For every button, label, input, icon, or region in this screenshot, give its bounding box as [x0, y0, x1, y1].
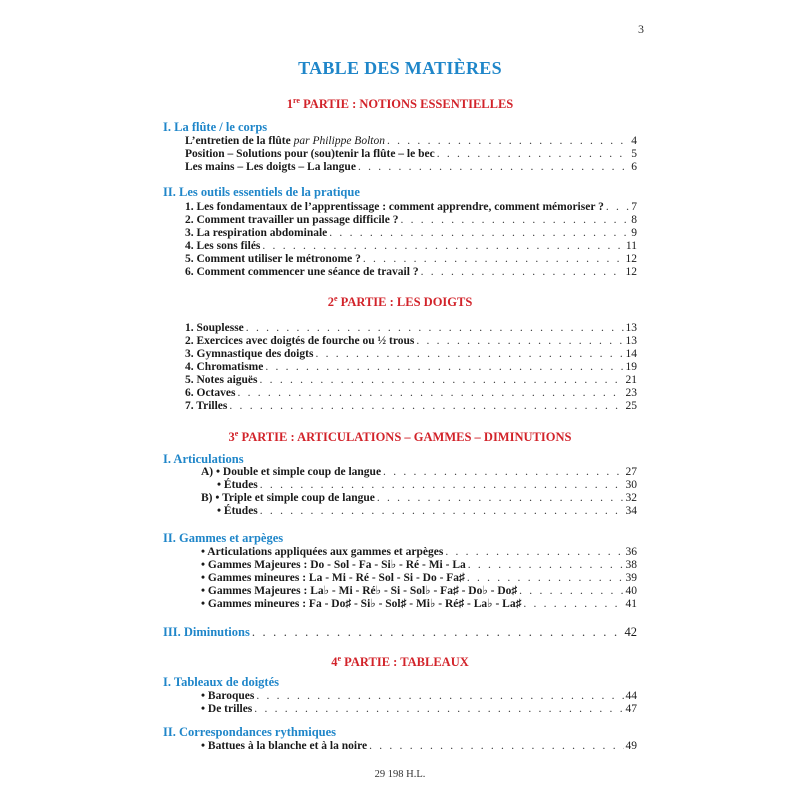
part-4-heading: 4e PARTIE : TABLEAUX [331, 653, 469, 669]
toc-entry[interactable]: 2. Comment travailler un passage difficile ? . . . 8 [185, 214, 637, 227]
part-3-heading: 3e PARTIE : ARTICULATIONS – GAMMES – DIMINUTIONS [228, 428, 572, 444]
section-tableaux-doigtes: I. Tableaux de doigtés [163, 675, 280, 689]
toc-entry[interactable]: 4. Chromatisme . . . 19 [185, 361, 637, 374]
toc-entry[interactable]: • Gammes mineures : La - Mi - Ré - Sol - Si - Do - Fa♯ . . . 39 [201, 572, 637, 585]
toc-entry[interactable]: B) • Triple et simple coup de langue . . . 32 [201, 492, 637, 505]
toc-entry[interactable]: 5. Comment utiliser le métronome ? . . . 12 [185, 253, 637, 266]
toc-entry[interactable]: 3. La respiration abdominale . . . 9 [185, 227, 637, 240]
toc-entry[interactable]: 3. Gymnastique des doigts . . . 14 [185, 348, 637, 361]
toc-entry[interactable]: 1. Souplesse . . . 13 [185, 322, 637, 335]
section-correspondances-rythmiques: II. Correspondances rythmiques [163, 725, 337, 739]
toc-entry[interactable]: • Gammes mineures : Fa - Do♯ - Si♭ - Sol♯ - Mi♭ - Ré♯ - La♭ - La♯ . . . 41 [201, 598, 637, 611]
part-2-heading: 2e PARTIE : LES DOIGTS [327, 293, 473, 309]
page-number: 3 [638, 22, 644, 36]
section-outils-essentiels: II. Les outils essentiels de la pratique [163, 185, 360, 199]
toc-entry[interactable]: • Articulations appliquées aux gammes et arpèges . . . 36 [201, 546, 637, 559]
toc-entry[interactable]: 7. Trilles . . . 25 [185, 400, 637, 413]
section-gammes-arpeges: II. Gammes et arpèges [163, 531, 284, 545]
toc-entry[interactable]: 5. Notes aiguës . . . 21 [185, 374, 637, 387]
toc-entry[interactable]: 6. Comment commencer une séance de travail ? . . . 12 [185, 266, 637, 279]
toc-entry[interactable]: A) • Double et simple coup de langue . . . 27 [201, 466, 637, 479]
part-1-heading: 1re PARTIE : NOTIONS ESSENTIELLES [286, 95, 514, 111]
toc-entry[interactable]: • Gammes Majeures : La♭ - Mi - Ré♭ - Si - Sol♭ - Fa♯ - Do♭ - Do♯ . . . 40 [201, 585, 637, 598]
toc-entry[interactable]: • Études . . . 30 [217, 479, 637, 492]
toc-entry[interactable]: • Études . . . 34 [217, 505, 637, 518]
toc-entry[interactable]: 1. Les fondamentaux de l’apprentissage : comment apprendre, comment mémoriser ? . . . 7 [185, 201, 637, 214]
page-title: TABLE DES MATIÈRES [298, 58, 502, 78]
section-articulations: I. Articulations [163, 452, 244, 466]
toc-entry[interactable]: L’entretien de la flûte par Philippe Bolton . . . 4 [185, 135, 637, 148]
toc-entry[interactable]: • De trilles . . . 47 [201, 703, 637, 716]
toc-entry[interactable]: • Gammes Majeures : Do - Sol - Fa - Si♭ - Ré - Mi - La . . . 38 [201, 559, 637, 572]
section-la-flute-le-corps: I. La flûte / le corps [163, 120, 268, 134]
toc-entry[interactable]: • Battues à la blanche et à la noire . . . 49 [201, 740, 637, 753]
toc-entry[interactable]: 2. Exercices avec doigtés de fourche ou ½ trous . . . 13 [185, 335, 637, 348]
toc-entry[interactable]: • Baroques . . . 44 [201, 690, 637, 703]
toc-entry[interactable]: 6. Octaves . . . 23 [185, 387, 637, 400]
toc-entry[interactable]: 4. Les sons filés . . . 11 [185, 240, 637, 253]
toc-entry[interactable]: Les mains – Les doigts – La langue . . . 6 [185, 161, 637, 174]
footer-catalog-number: 29 198 H.L. [374, 769, 426, 780]
section-diminutions[interactable]: III. Diminutions . . . 42 [163, 625, 637, 639]
toc-entry[interactable]: Position – Solutions pour (sou)tenir la flûte – le bec . . . 5 [185, 148, 637, 161]
